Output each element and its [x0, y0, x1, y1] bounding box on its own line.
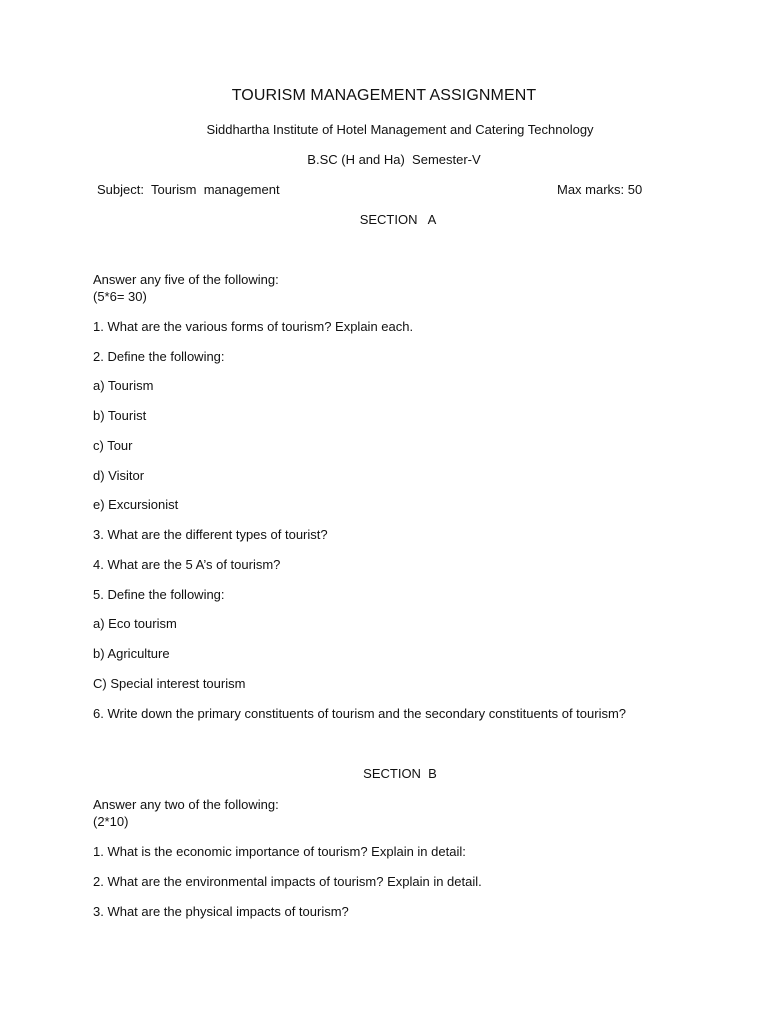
- max-marks-label: Max marks: 50: [557, 182, 643, 197]
- question-line: 2. Define the following:: [93, 349, 225, 364]
- question-line: 4. What are the 5 A’s of tourism?: [93, 557, 281, 572]
- question-line: C) Special interest tourism: [93, 676, 246, 691]
- question-line: e) Excursionist: [93, 497, 179, 512]
- document-title: TOURISM MANAGEMENT ASSIGNMENT: [231, 87, 537, 104]
- question-line: a) Eco tourism: [93, 616, 177, 631]
- question-line: d) Visitor: [93, 468, 145, 483]
- question-line: 1. What is the economic importance of tourism? Explain in detail:: [93, 844, 466, 859]
- section-a-marks: (5*6= 30): [93, 289, 147, 304]
- section-b-heading: SECTION B: [363, 766, 437, 781]
- section-a-heading: SECTION A: [359, 212, 437, 227]
- subject-label: Subject: Tourism management: [97, 182, 280, 197]
- course-info: B.SC (H and Ha) Semester-V: [307, 152, 481, 167]
- question-line: 1. What are the various forms of tourism? Explain each.: [93, 319, 414, 334]
- question-line: 3. What are the physical impacts of tourism?: [93, 904, 349, 919]
- question-line: c) Tour: [93, 438, 133, 453]
- institute-name: Siddhartha Institute of Hotel Management and Catering Technology: [206, 122, 594, 137]
- question-line: 5. Define the following:: [93, 587, 225, 602]
- question-line: 6. Write down the primary constituents of tourism and the secondary constituents of tourism?: [93, 706, 627, 721]
- question-line: b) Agriculture: [93, 646, 170, 661]
- section-a-instruction: Answer any five of the following:: [93, 272, 279, 287]
- question-line: 2. What are the environmental impacts of tourism? Explain in detail.: [93, 874, 482, 889]
- section-b-instruction: Answer any two of the following:: [93, 797, 279, 812]
- question-line: 3. What are the different types of tourist?: [93, 527, 328, 542]
- section-b-marks: (2*10): [93, 814, 129, 829]
- question-line: b) Tourist: [93, 408, 147, 423]
- question-line: a) Tourism: [93, 378, 154, 393]
